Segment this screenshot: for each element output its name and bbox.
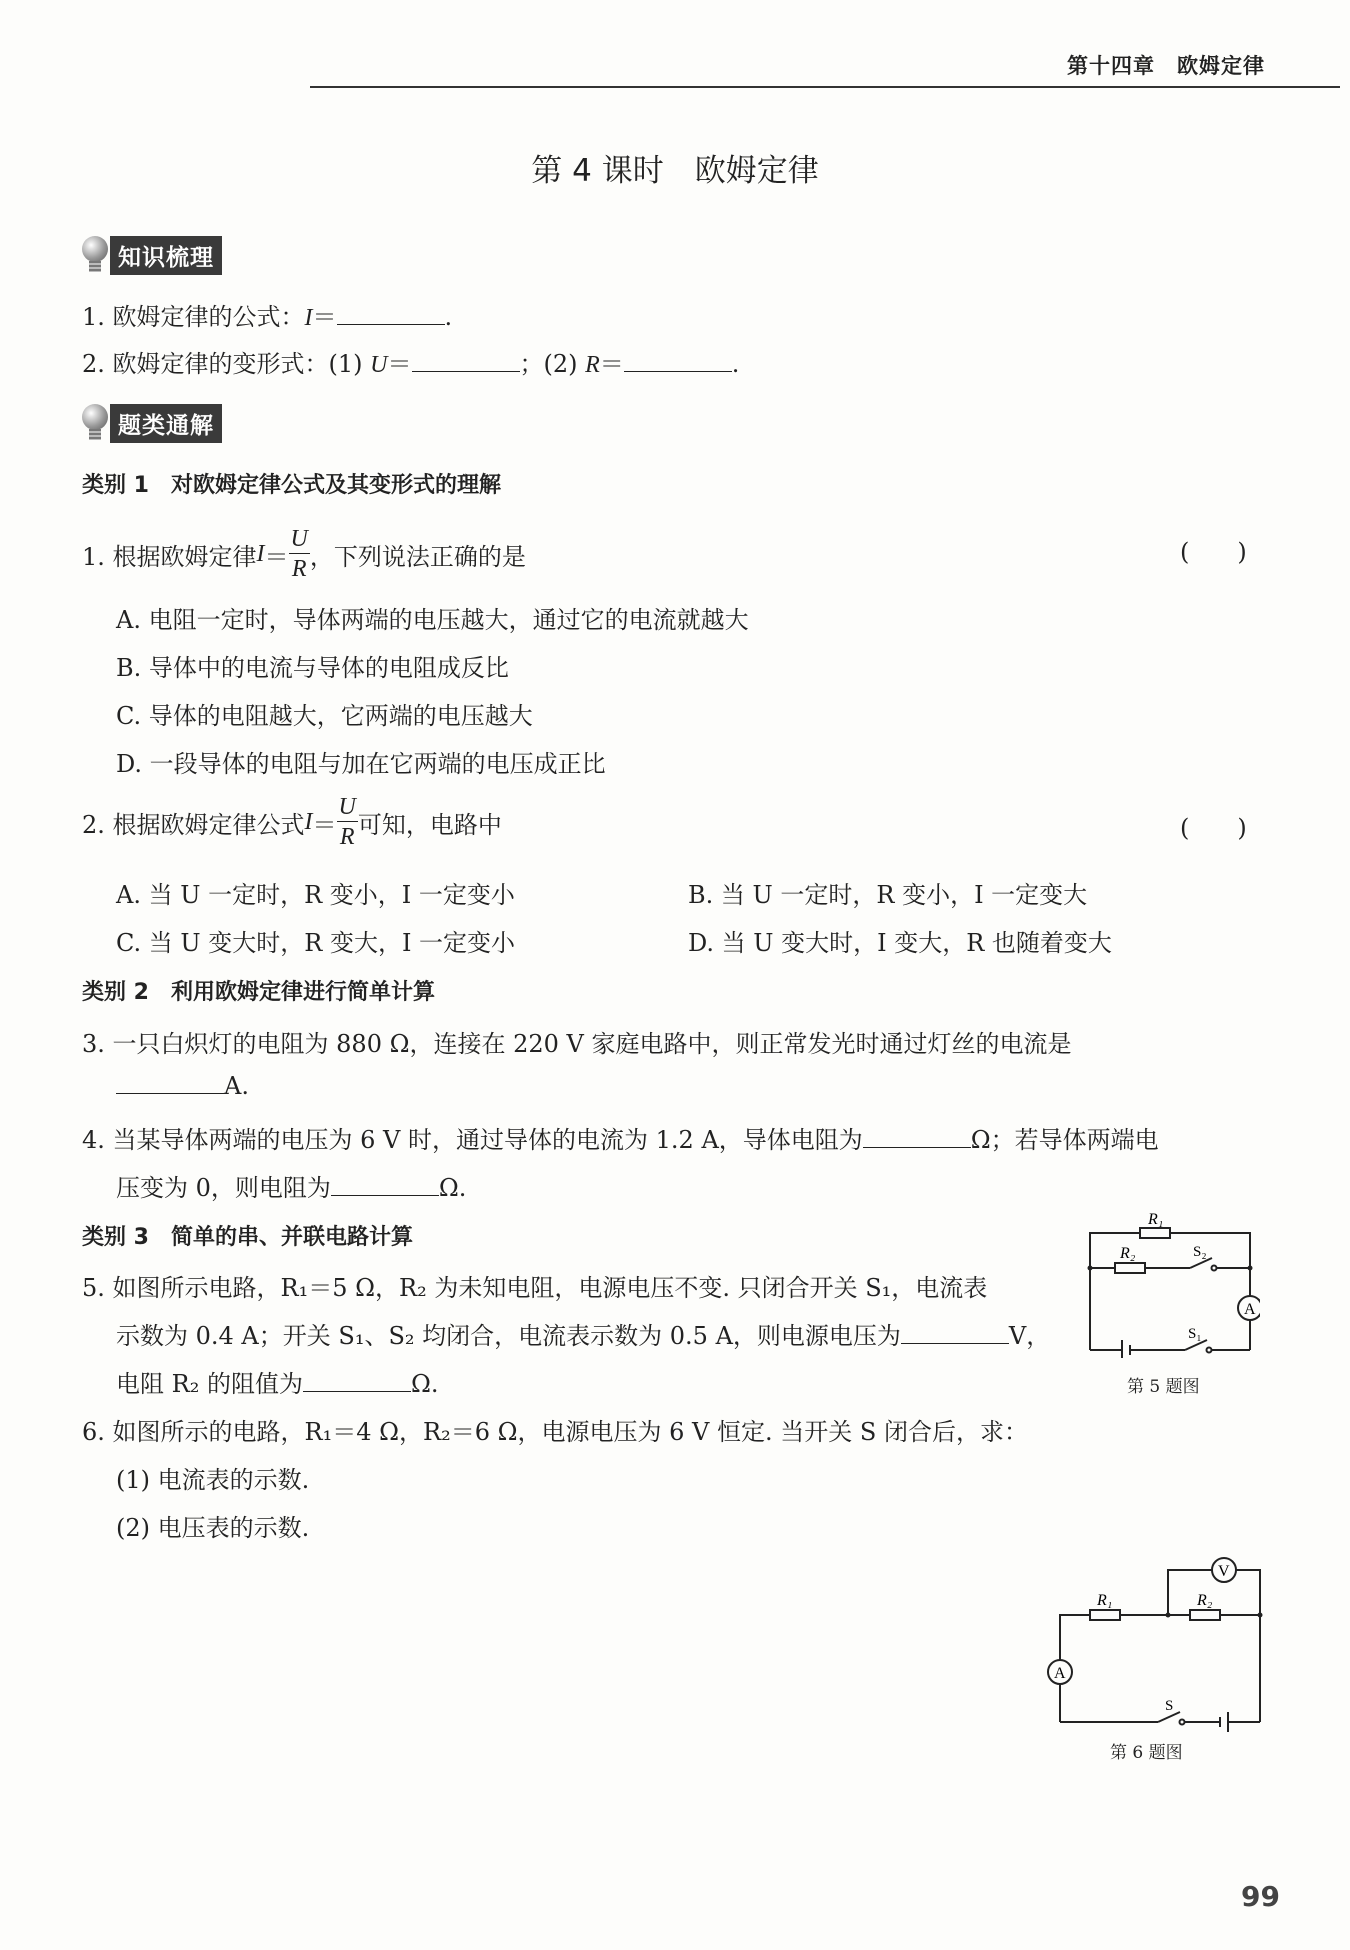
question-5-cont: 示数为 0.4 A；开关 S₁、S₂ 均闭合，电流表示数为 0.5 A，则电源电压为 V， — [116, 1322, 1051, 1350]
resistor-r2-symbol — [1190, 1610, 1220, 1620]
category-1-heading: 类别 1 对欧姆定律公式及其变形式的理解 — [82, 473, 501, 498]
lightbulb-icon — [82, 404, 108, 442]
option-c[interactable]: C. 导体的电阻越大，它两端的电压越大 — [116, 702, 533, 730]
knowledge-item-2: 2. 欧姆定律的变形式：(1) U＝ ；(2) R＝ . — [82, 350, 740, 378]
answer-blank[interactable] — [863, 1127, 971, 1148]
option-a[interactable]: A. 电阻一定时，导体两端的电压越大，通过它的电流就越大 — [116, 606, 749, 634]
question-6: 6. 如图所示的电路，R₁＝4 Ω，R₂＝6 Ω，电源电压为 6 V 恒定. 当开关 S 闭合后，求： — [82, 1418, 1028, 1446]
knowledge-item-1: 1. 欧姆定律的公式：I＝ . — [82, 303, 453, 331]
figure-6-caption: 第 6 题图 — [1110, 1743, 1183, 1763]
lightbulb-icon — [82, 236, 108, 274]
option-a[interactable]: A. 当 U 一定时，R 变小，I 一定变小 — [116, 881, 515, 909]
option-d[interactable]: D. 一段导体的电阻与加在它两端的电压成正比 — [116, 750, 606, 778]
label-r1: R₁ — [1097, 1592, 1113, 1609]
section-practice — [82, 404, 222, 442]
option-b[interactable]: B. 导体中的电流与导体的电阻成反比 — [116, 654, 509, 682]
chapter-header: 第十四章 欧姆定律 — [1067, 54, 1265, 78]
answer-blank[interactable] — [901, 1323, 1009, 1344]
fraction-u-over-r: $\frac{U}{R}$ — [338, 794, 356, 850]
label-s2: S₂ — [1193, 1244, 1207, 1260]
label-r2: R₂ — [1120, 1245, 1136, 1262]
page-number: 99 — [1241, 1880, 1280, 1913]
question-6-part-2: (2) 电压表的示数. — [116, 1514, 310, 1542]
circuit-figure-6 — [1030, 1550, 1280, 1740]
category-2-heading: 类别 2 利用欧姆定律进行简单计算 — [82, 980, 435, 1005]
label-ammeter: A — [1054, 1665, 1066, 1682]
option-b[interactable]: B. 当 U 一定时，R 变小，I 一定变大 — [688, 881, 1088, 909]
circuit-figure-5 — [1080, 1208, 1260, 1358]
answer-bracket[interactable]: ( ) — [1180, 538, 1247, 566]
option-c[interactable]: C. 当 U 变大时，R 变大，I 一定变小 — [116, 929, 516, 957]
answer-bracket[interactable]: ( ) — [1180, 814, 1247, 842]
resistor-r1-symbol — [1090, 1610, 1120, 1620]
label-r1: R₁ — [1148, 1211, 1164, 1228]
question-4-cont: 压变为 0，则电阻为 Ω. — [116, 1174, 467, 1202]
label-s1: S₁ — [1188, 1326, 1202, 1342]
label-s: S — [1165, 1698, 1174, 1714]
answer-blank[interactable] — [624, 351, 732, 372]
label-ammeter: A — [1244, 1301, 1256, 1318]
label-voltmeter: V — [1218, 1563, 1230, 1580]
category-3-heading: 类别 3 简单的串、并联电路计算 — [82, 1225, 413, 1250]
option-d[interactable]: D. 当 U 变大时，I 变大，R 也随着变大 — [688, 929, 1112, 957]
answer-blank[interactable] — [116, 1073, 224, 1094]
question-3: 3. 一只白炽灯的电阻为 880 Ω，连接在 220 V 家庭电路中，则正常发光时通过灯丝的电流是 — [82, 1030, 1072, 1058]
question-2: 2. 根据欧姆定律公式 I ＝ $\frac{U}{R}$ 可知，电路中 — [82, 794, 502, 850]
question-5: 5. 如图所示电路，R₁＝5 Ω，R₂ 为未知电阻，电源电压不变. 只闭合开关 S₁，电流表 — [82, 1274, 988, 1302]
answer-blank[interactable] — [337, 304, 445, 325]
section-label: 题类通解 — [110, 404, 222, 443]
resistor-r2-symbol — [1115, 1263, 1145, 1273]
section-label: 知识梳理 — [110, 236, 222, 275]
answer-blank[interactable] — [412, 351, 520, 372]
page-title: 第 4 课时 欧姆定律 — [531, 153, 819, 189]
fraction-u-over-r: $\frac{U}{R}$ — [290, 526, 308, 582]
answer-blank[interactable] — [331, 1175, 439, 1196]
figure-5-caption: 第 5 题图 — [1127, 1377, 1200, 1397]
header-rule — [310, 86, 1340, 88]
question-5-cont-2: 电阻 R₂ 的阻值为 Ω. — [116, 1370, 439, 1398]
question-4: 4. 当某导体两端的电压为 6 V 时，通过导体的电流为 1.2 A，导体电阻为 Ω；若导体两端电 — [82, 1126, 1159, 1154]
answer-blank[interactable] — [303, 1371, 411, 1392]
question-3-cont: A. — [116, 1072, 249, 1100]
question-6-part-1: (1) 电流表的示数. — [116, 1466, 310, 1494]
label-r2: R₂ — [1197, 1592, 1213, 1609]
section-knowledge — [82, 236, 222, 274]
resistor-r1-symbol — [1140, 1228, 1170, 1238]
question-1: 1. 根据欧姆定律 I ＝ $\frac{U}{R}$ ，下列说法正确的是 — [82, 526, 526, 582]
